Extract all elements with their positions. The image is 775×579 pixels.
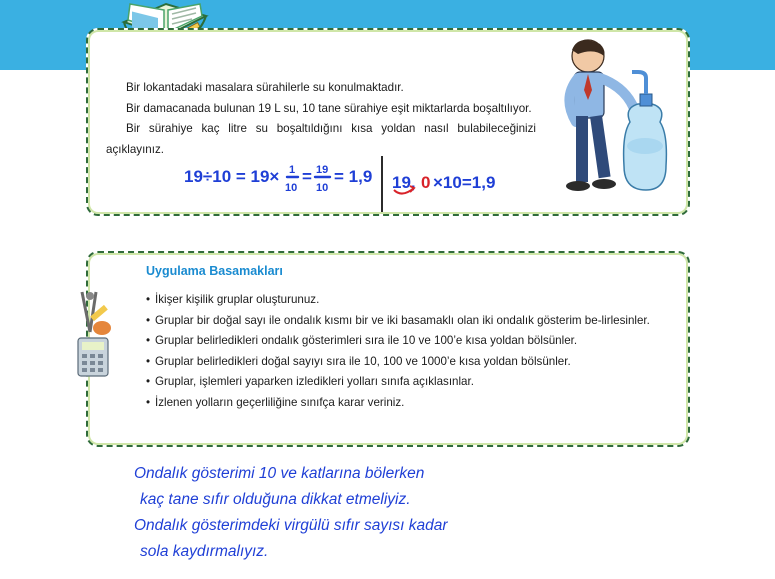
note-line-2: kaç tane sıfır olduğuna dikkat etmeliyiz.: [140, 491, 411, 508]
bullet-icon: •: [146, 293, 151, 306]
steps-list: [118, 290, 678, 414]
svg-text:19÷10 = 19×: 19÷10 = 19×: [184, 167, 280, 186]
handwritten-solution-right: [388, 166, 508, 196]
handwritten-solution-right-text: [388, 166, 389, 167]
list-item: [118, 352, 678, 373]
note-line-4: sola kaydırmalıyız.: [140, 543, 269, 560]
bullet-icon: •: [146, 334, 151, 348]
svg-text:0: 0: [421, 173, 431, 192]
problem-paragraph-2: Bir damacanada bulunan 19 L su, 10 tane sürahiye eşit miktarlarda boşaltılıyor.: [126, 101, 532, 115]
calculator-and-compass-icon: [72, 288, 114, 378]
problem-paragraph-1: Bir lokantadaki masalara sürahilerle su konulmaktadır.: [126, 81, 404, 94]
man-with-water-jug-illustration: [548, 38, 670, 196]
svg-text:19: 19: [316, 164, 329, 176]
svg-text:19,: 19,: [392, 173, 416, 192]
step-text: İkişer kişilik gruplar oluşturunuz.: [155, 293, 320, 306]
steps-title: Uygulama Basamakları: [146, 264, 283, 278]
list-item: [118, 393, 678, 414]
note-line-1: Ondalık gösterimi 10 ve katlarına bölerken: [134, 465, 425, 482]
solution-divider: [381, 156, 383, 212]
svg-text:=: =: [302, 167, 312, 186]
handwritten-notes: [134, 460, 554, 570]
svg-text:×10=1,9: ×10=1,9: [433, 173, 496, 192]
step-text: İzlenen yolların geçerliliğine sınıfça karar veriniz.: [155, 395, 405, 409]
list-item: [118, 331, 678, 352]
list-item: [118, 372, 678, 393]
problem-text: [106, 78, 536, 160]
step-text: Gruplar belirledikleri doğal sayıyı sıra ile 10, 100 ve 1000’e kısa yoldan bölsünler.: [155, 354, 571, 368]
svg-text:10: 10: [316, 182, 329, 194]
step-text: Gruplar bir doğal sayı ile ondalık kısmı bir ve iki basamaklı olan iki ondalık gösterim be-lirlesinler.: [155, 313, 650, 327]
problem-paragraph-3: Bir sürahiye kaç litre su boşaltıldığını kısa yoldan nasıl bulabileceğinizi açıklayınız.: [106, 122, 536, 156]
list-item: [118, 290, 678, 311]
step-text: Gruplar belirledikleri ondalık gösterimleri sıra ile 10 ve 100’e kısa yoldan bölsünler.: [155, 334, 578, 348]
handwritten-solution-left-text: [184, 160, 185, 161]
list-item: [118, 311, 678, 332]
step-text: Gruplar, işlemleri yaparken izledikleri yolları sınıfa açıklasınlar.: [155, 375, 474, 389]
svg-text:= 1,9: = 1,9: [334, 167, 373, 186]
note-line-3: Ondalık gösterimdeki virgülü sıfır sayısı kadar: [134, 517, 448, 534]
bullet-icon: •: [146, 354, 151, 368]
bullet-icon: •: [146, 375, 151, 389]
bullet-icon: •: [146, 313, 151, 327]
bullet-icon: •: [146, 395, 151, 409]
svg-text:10: 10: [285, 182, 298, 194]
svg-text:1: 1: [289, 164, 296, 176]
handwritten-solution-left: [184, 160, 374, 196]
